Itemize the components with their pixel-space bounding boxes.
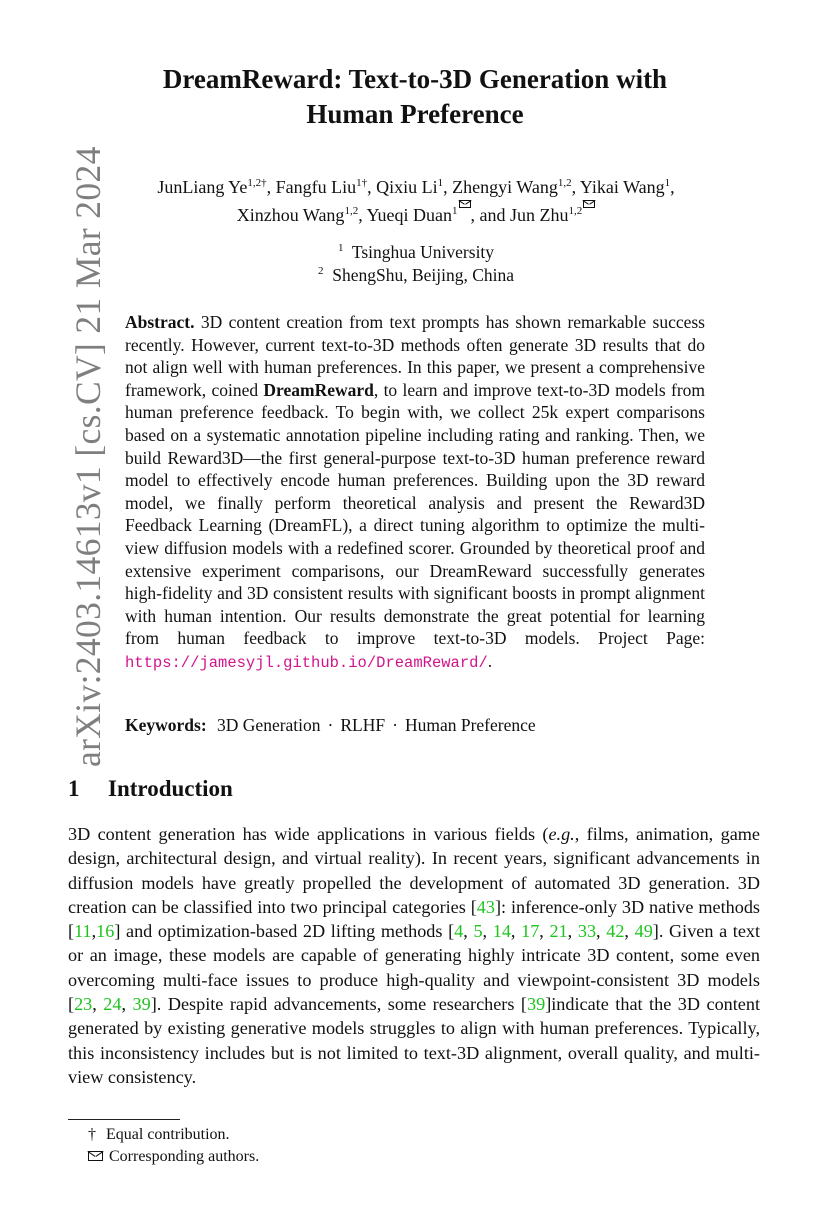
section-title: Introduction: [108, 776, 233, 801]
paper-title: DreamReward: Text-to-3D Generation with Human Preference: [162, 64, 668, 129]
arxiv-identifier-stamp: arXiv:2403.14613v1 [cs.CV] 21 Mar 2024: [68, 146, 108, 767]
citation-link[interactable]: 24: [103, 994, 122, 1015]
citation-link[interactable]: 39: [132, 994, 151, 1015]
citation-link[interactable]: 33: [577, 921, 597, 942]
introduction-paragraph: 3D content generation has wide applications in various fields (e.g., films, animation, game design, architectural design, and virtual reality). In recent years, significant advancements in diffusion models have greatly propelled the development of automated 3D generation. 3D creation can be classified into two principal categories [43]: inference-only 3D native methods [11,16] and optimization-based 2D lifting methods [4, 5, 14, 17, 21, 33, 42, 49]. Given a text or an image, these models are capable of generating highly intricate 3D content, some even overcoming multi-face issues to produce high-quality and viewpoint-consistent 3D models [23, 24, 39]. Despite rapid advancements, some researchers [39]indicate that the 3D content generated by existing generative models struggles to align with human preferences. Typically, this inconsistency includes but is not limited to text-3D alignment, overall quality, and multi-view consistency.: [68, 824, 761, 1087]
abstract: Abstract. 3D content creation from text prompts has shown remarkable success recently. However, current text-to-3D methods often generate 3D results that do not align well with human preferences. In this paper, we present a comprehensive framework, coined DreamReward, to learn and improve text-to-3D models from human preference feedback. To begin with, we collect 25k expert comparisons based on a systematic annotation pipeline including rating and ranking. Then, we build Reward3D—the first general-purpose text-to-3D human preference reward model to effectively encode human preferences. Building upon the 3D reward model, we finally perform theoretical analysis and present the Reward3D Feedback Learning (DreamFL), a direct tuning algorithm to optimize the multi-view diffusion models with a redefined scorer. Grounded by theoretical proof and extensive experiment comparisons, our DreamReward successfully generates high-fidelity and 3D consistent results with significant boosts in prompt alignment with human intention. Our results demonstrate the great potential for learning from human feedback to improve text-to-3D models. Project Page: https://jamesyjl.github.io/DreamReward/.: [125, 312, 706, 672]
footnote: † Equal contribution.: [88, 1124, 688, 1146]
envelope-icon: [88, 1151, 103, 1161]
abstract-text: 3D content creation from text prompts has shown remarkable success recently. However, current text-to-3D methods often generate 3D results that do not align well with human preferences. In this paper, we present a comprehensive framework, coined: [125, 312, 705, 400]
citation-link[interactable]: 14: [492, 921, 511, 942]
citation-link[interactable]: 4: [454, 921, 464, 942]
citation-link[interactable]: 21: [549, 921, 568, 942]
keyword-separator: ·: [327, 715, 334, 735]
author-name: Yikai Wang: [579, 177, 665, 197]
citation-link[interactable]: 39: [527, 994, 546, 1015]
envelope-icon: [583, 200, 595, 208]
citation-link[interactable]: 49: [634, 921, 653, 942]
author-name: Yueqi Duan: [366, 205, 453, 225]
abstract-text: , to learn and improve text-to-3D models from human preference feedback. To begin with, we collect 25k expert comparisons based on a systematic annotation pipeline including rating and ranking. Then, we build Reward3D—the first general-purpose text-to-3D human preference reward model to effectively encode human preferences. Building upon the 3D reward model, we finally perform theoretical analysis and present the Reward3D Feedback Learning (DreamFL), a direct tuning algorithm to optimize the multi-view diffusion models with a redefined scorer. Grounded by theoretical proof and extensive experiment comparisons, our DreamReward successfully generates high-fidelity and 3D consistent results with significant boosts in prompt alignment with human intention. Our results demonstrate the great potential for learning from human feedback to improve text-to-3D models. Project Page:: [125, 379, 706, 649]
citation-link[interactable]: 11: [74, 921, 92, 942]
author-affiliation: 1: [437, 177, 444, 189]
author-name: Jun Zhu: [510, 205, 569, 225]
keyword-separator: ·: [392, 715, 398, 735]
citation-link[interactable]: 42: [606, 921, 625, 942]
author-list: JunLiang $Ye^{1,2\dagger}$, Fangfu Liu$^{1\dagger}$, Qixiu Li$^1$, Zhengyi Wang$^{1,2}$, Yikai Wang$^1$, Xinzhou Wang$^{1,2}$, Yueqi Duan$^1$ , and Jun Zhu$^{1,2}$: [157, 177, 675, 225]
citation-link[interactable]: 43: [476, 896, 495, 917]
author-affiliation: 1†: [356, 177, 368, 189]
author-affiliation: 1: [664, 177, 671, 189]
citation-link[interactable]: 17: [521, 921, 540, 942]
affiliation: $^1$ Tsinghua University: [337, 242, 495, 262]
citation-link[interactable]: 23: [74, 994, 93, 1015]
author-name: Xinzhou Wang: [236, 205, 345, 225]
keywords: [125, 714, 725, 737]
author-name: Zhengyi Wang: [452, 177, 558, 197]
author-affiliation: 1: [452, 205, 471, 217]
keyword: 3D Generation: [217, 715, 321, 735]
author-affiliation: 1,2: [569, 205, 596, 217]
envelope-icon: [459, 200, 471, 208]
project-page-link[interactable]: https://jamesyjl.github.io/DreamReward/: [125, 653, 488, 672]
keyword: Human Preference: [404, 715, 536, 735]
framework-name: DreamReward: [263, 379, 374, 400]
affiliation: $^2$ ShengShu, Beijing, China: [317, 264, 515, 285]
abstract-label: Abstract.: [125, 312, 195, 332]
affiliation-list: [82, 241, 750, 286]
keyword: RLHF: [340, 715, 386, 735]
dagger-mark: †: [88, 1126, 96, 1143]
author-affiliation: 1,2: [557, 177, 572, 189]
section-number: 1: [68, 776, 80, 801]
author-name: JunLiang Ye: [157, 177, 248, 197]
footnote-divider: [68, 1119, 180, 1120]
author-affiliation: 1,2: [344, 205, 359, 217]
section-heading: [68, 774, 233, 804]
author-affiliation: 1,2†: [247, 177, 267, 189]
footnotes: [88, 1124, 688, 1168]
citation-link[interactable]: 5: [473, 921, 483, 942]
author-name: Fangfu Liu: [275, 177, 357, 197]
footnote: Corresponding authors.: [88, 1146, 688, 1168]
keywords-label: Keywords:: [125, 715, 207, 735]
citation-link[interactable]: 16: [96, 921, 115, 942]
author-name: Qixiu Li: [376, 177, 438, 197]
